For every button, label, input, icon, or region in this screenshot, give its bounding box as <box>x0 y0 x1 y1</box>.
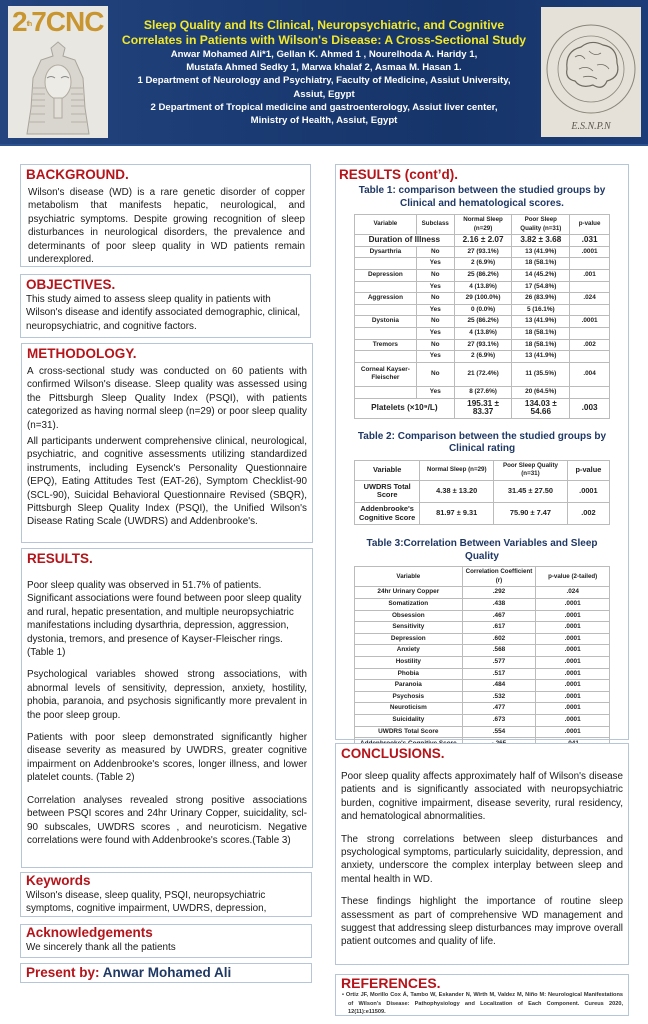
references-section <box>335 974 629 1016</box>
table3: Variable Correlation Coefficient (r) p-value (2-tailed) 24hr Urinary Copper .292 .024 Somatization .438 .0001 Obsession .467 .0001 Sensitivity .617 .0001 Depression .602 .0001 Anxiety .568 .0001 Hostility .577 .0001 Phobia .517 .0001 Paranoia .484 .0001 Psychosis .532 .0001 Neuroticism .477 .0001 Suicidality .673 .0001 UWDRS Total Score .554 .0001 <box>354 566 610 752</box>
table-row: Depression No 25 (86.2%) 14 (45.2%) .001 <box>355 269 610 281</box>
poster-header <box>0 0 648 146</box>
table-row: Corneal Kayser-Fleischer No 21 (72.4%) 11 (35.5%) .004 <box>355 362 610 386</box>
pharaoh-mask-icon <box>23 38 93 136</box>
acknowledgements-heading: Acknowledgements <box>26 925 153 940</box>
table-row: Aggression No 29 (100.0%) 26 (83.9%) .024 <box>355 293 610 305</box>
results-heading: RESULTS. <box>27 551 93 566</box>
table-row: Hostility .577 .0001 <box>355 657 610 669</box>
acknowledgements-text: We sincerely thank all the patients <box>26 942 176 953</box>
acknowledgements-section <box>20 924 312 958</box>
reference-item: • Ortiz JF, Morillo Cox Á, Tambo W, Eskander N, Wirth M, Valdez M, Niño M: Neurological Manifestations of Wilson's Disease: Pathophysiology and Localization of Each Component. Cureus 2020, 12(11):e11509. <box>342 992 623 1016</box>
table-row: Duration of Illness 2.16 ± 2.07 3.82 ± 3.68 .031 <box>355 235 610 247</box>
cnc-logo-text: 2th7CNC <box>12 6 104 37</box>
conclusions-section <box>335 743 629 965</box>
table-row: Yes 2 (6.9%) 18 (58.1%) <box>355 258 610 270</box>
authors-and-affiliations: Anwar Mohamed Ali*1, Gellan K. Ahmed 1 , Nourelhoda A. Haridy 1, Mustafa Ahmed Sedky 1, Marwa khalaf 2, Asmaa M. Hasan 1. 1 Department of Neurology and Psychiatry, Faculty of Medicine, Assiut University, Assiut, Egypt 2 Department of Tropical medicine and gastroenterology, Assiut liver center, Ministry of Health, Assiut, Egypt <box>137 49 511 127</box>
methodology-p1: A cross-sectional study was conducted on 60 patients with confirmed Wilson's disease. Sleep quality was assessed using the Pittsburgh Sleep Quality Index (PSQI), with patients categorized as having normal sleep (n=29) or poor sleep quality (n=31). <box>27 366 307 431</box>
table3-caption: Table 3:Correlation Between Variables and Sleep Quality <box>366 538 598 562</box>
table-row: Anxiety .568 .0001 <box>355 645 610 657</box>
objectives-heading: OBJECTIVES. <box>26 277 116 292</box>
cnc-logo <box>8 6 108 138</box>
methodology-section <box>21 343 313 543</box>
table-row: Sensitivity .617 .0001 <box>355 622 610 634</box>
header-text-block <box>112 18 536 127</box>
table-row: Yes 8 (27.6%) 20 (64.5%) <box>355 386 610 398</box>
results-section <box>21 548 313 868</box>
esnpn-logo <box>541 7 641 137</box>
table-row: UWDRS Total Score .554 .0001 <box>355 726 610 738</box>
table-row: Phobia .517 .0001 <box>355 668 610 680</box>
keywords-section <box>20 872 312 917</box>
objectives-section <box>20 274 311 338</box>
table-row: Somatization .438 .0001 <box>355 599 610 611</box>
table2: Variable Normal Sleep (n=29) Poor Sleep Quality (n=31) p-value UWDRS Total Score 4.38 ± 13.20 31.45 ± 27.50 .0001 Addenbrooke's Cognitive Score 81.97 ± 9.31 75.90 ± 7.47 .002 <box>354 460 610 526</box>
methodology-heading: METHODOLOGY. <box>27 346 137 361</box>
background-section <box>20 164 311 267</box>
table-row: Yes 2 (6.9%) 13 (41.9%) <box>355 351 610 363</box>
table-row: Suicidality .673 .0001 <box>355 714 610 726</box>
table2-caption: Table 2: Comparison between the studied groups by Clinical rating <box>357 430 607 455</box>
results-contd-section <box>335 164 629 740</box>
objectives-text: This study aimed to assess sleep quality in patients with Wilson's disease and identify associated demographic, clinical, neuropsychiatric, and cognitive factors. <box>26 294 301 332</box>
results-p4: Correlation analyses revealed strong positive associations between PSQI scores and 24hr Urinary Copper, suicidality, scl-90 subscales, UWDRS scores , and neuroticism. Negative correlations were found with Addenbrooke's scores.(Table 3) <box>27 794 307 846</box>
presenter-name: Anwar Mohamed Ali <box>99 965 232 980</box>
keywords-text: Wilson's disease, sleep quality, PSQI, neuropsychiatric symptoms, cognitive impairment, UWDRS, depression, <box>26 890 267 915</box>
table-row: Platelets (×10⁹/L) 195.31 ± 83.37 134.03 ± 54.66 .003 <box>355 398 610 418</box>
table-row: Dystonia No 25 (86.2%) 13 (41.9%) .0001 <box>355 316 610 328</box>
results-p2: Psychological variables showed strong associations, with abnormal levels of sensitivity, depression, anxiety, hostility, phobia, paranoia, and psychosis significantly more prevalent in the poor sleep group. <box>27 669 307 721</box>
methodology-p2: All participants underwent comprehensive clinical, neurological, psychiatric, and cognitive assessments utilizing standardized instruments, including Eysenck's Personality Questionnaire (EPQ), Eating Attitudes Test (EAT-26), Symptom Checklist-90 (SCL-90), Suicidal Behavioral Questionnaire Revised (SBQR), Pittsburgh Sleep Quality Index (PSQI), the Unified Wilson's Disease Rating Scale (UWDRS) and Addenbrooke's. <box>27 436 307 528</box>
results-contd-heading: RESULTS (cont’d). <box>339 167 458 182</box>
table-row: Yes 4 (13.8%) 17 (54.8%) <box>355 281 610 293</box>
table-row: Obsession .467 .0001 <box>355 610 610 622</box>
table1: Variable Subclass Normal Sleep (n=29) Poor Sleep Quality (n=31) p-value Duration of Illness 2.16 ± 2.07 3.82 ± 3.68 .031 Dysarthria No 27 (93.1%) 13 (41.9%) .0001 Yes 2 (6.9%) 18 (58.1%) Depression No 25 (86.2%) 14 (45.2%) .001 Yes 4 (13.8%) 17 (54.8%) Aggression No 29 (100.0%) 26 (83.9%) .024 Yes 0 (0.0%) 5 (16.1%) Dystonia No 25 (86.2%) 13 (41.9%) .0001 Yes 4 (13.8%) 18 (58.1%) Tremors No 27 (93.1%) 18 (58.1%) .002 Yes 2 (6.9%) 13 (41.9%) Corneal Kayser-Fleischer No 21 (72.4%) 11 (35.5%) .004 Yes 8 (27.6%) 20 (64.5%) Platelets (×10⁹/L) 195.31 ± 83.37 134.03 ± 54.66 .003 <box>354 214 610 419</box>
results-p1: Poor sleep quality was observed in 51.7% of patients. Significant associations were found between poor sleep quality and rural, hepatic presentation, and multiple neuropsychiatric manifestations including dysarthria, depression, aggression, dystonia, tremors, and presence of Kayser-Fleischer rings. (Table 1) <box>27 580 302 659</box>
table-row: UWDRS Total Score 4.38 ± 13.20 31.45 ± 27.50 .0001 <box>355 480 610 502</box>
table-row: Paranoia .484 .0001 <box>355 680 610 692</box>
table-row: Yes 0 (0.0%) 5 (16.1%) <box>355 304 610 316</box>
conclusions-p2: The strong correlations between sleep disturbances and psychological symptoms, particularly suicidality, depression, and anxiety, underscore the complex interplay between sleep and mental health in WD. <box>341 833 623 885</box>
table-row: Psychosis .532 .0001 <box>355 691 610 703</box>
table-row: Dysarthria No 27 (93.1%) 13 (41.9%) .0001 <box>355 246 610 258</box>
table-row: Neuroticism .477 .0001 <box>355 703 610 715</box>
background-text: Wilson's disease (WD) is a rare genetic disorder of copper metabolism that manifests hepatic, neurological, and psychiatric symptoms. Despite growing recognition of sleep disturbances in neurological disorders, the prevalence and determinants of poor sleep quality in WD patients remain underexplored. <box>28 187 305 266</box>
poster-title: Sleep Quality and Its Clinical, Neuropsychiatric, and Cognitive Correlates in Patients with Wilson's Disease: A Cross-Sectional Study <box>121 18 527 47</box>
conclusions-heading: CONCLUSIONS. <box>341 746 445 761</box>
conclusions-p3: These findings highlight the importance of routine sleep assessment as part of comprehensive WD management and suggest that addressing sleep disturbances may improve overall patient outcomes and quality of life. <box>341 896 623 948</box>
results-p3: Patients with poor sleep demonstrated significantly higher disease severity as measured by UWDRS, greater cognitive impairment on Addenbrooke's scores, longer illness, and lower platelet counts. (Table 2) <box>27 732 307 784</box>
presenter-line: Present by: Anwar Mohamed Ali <box>26 965 232 980</box>
table-row: Addenbrooke's Cognitive Score 81.97 ± 9.31 75.90 ± 7.47 .002 <box>355 503 610 525</box>
table-row: Depression .602 .0001 <box>355 633 610 645</box>
table-row: 24hr Urinary Copper .292 .024 <box>355 587 610 599</box>
svg-text:E.S.N.P.N: E.S.N.P.N <box>571 121 611 132</box>
table-row: Yes 4 (13.8%) 18 (58.1%) <box>355 327 610 339</box>
brain-seal-icon <box>541 7 641 137</box>
conclusions-p1: Poor sleep quality affects approximately half of Wilson's disease patients and is significantly associated with neuropsychiatric burden, cognitive impairment, disease severity, rural residency, and hematological abnormalities. <box>341 771 623 823</box>
keywords-heading: Keywords <box>26 873 91 888</box>
table1-caption: Table 1: comparison between the studied groups by Clinical and hematological scores. <box>358 185 606 209</box>
presenter-section <box>20 963 312 983</box>
background-heading: BACKGROUND. <box>26 167 129 182</box>
references-heading: REFERENCES. <box>341 975 441 991</box>
table-row: Tremors No 27 (93.1%) 18 (58.1%) .002 <box>355 339 610 351</box>
